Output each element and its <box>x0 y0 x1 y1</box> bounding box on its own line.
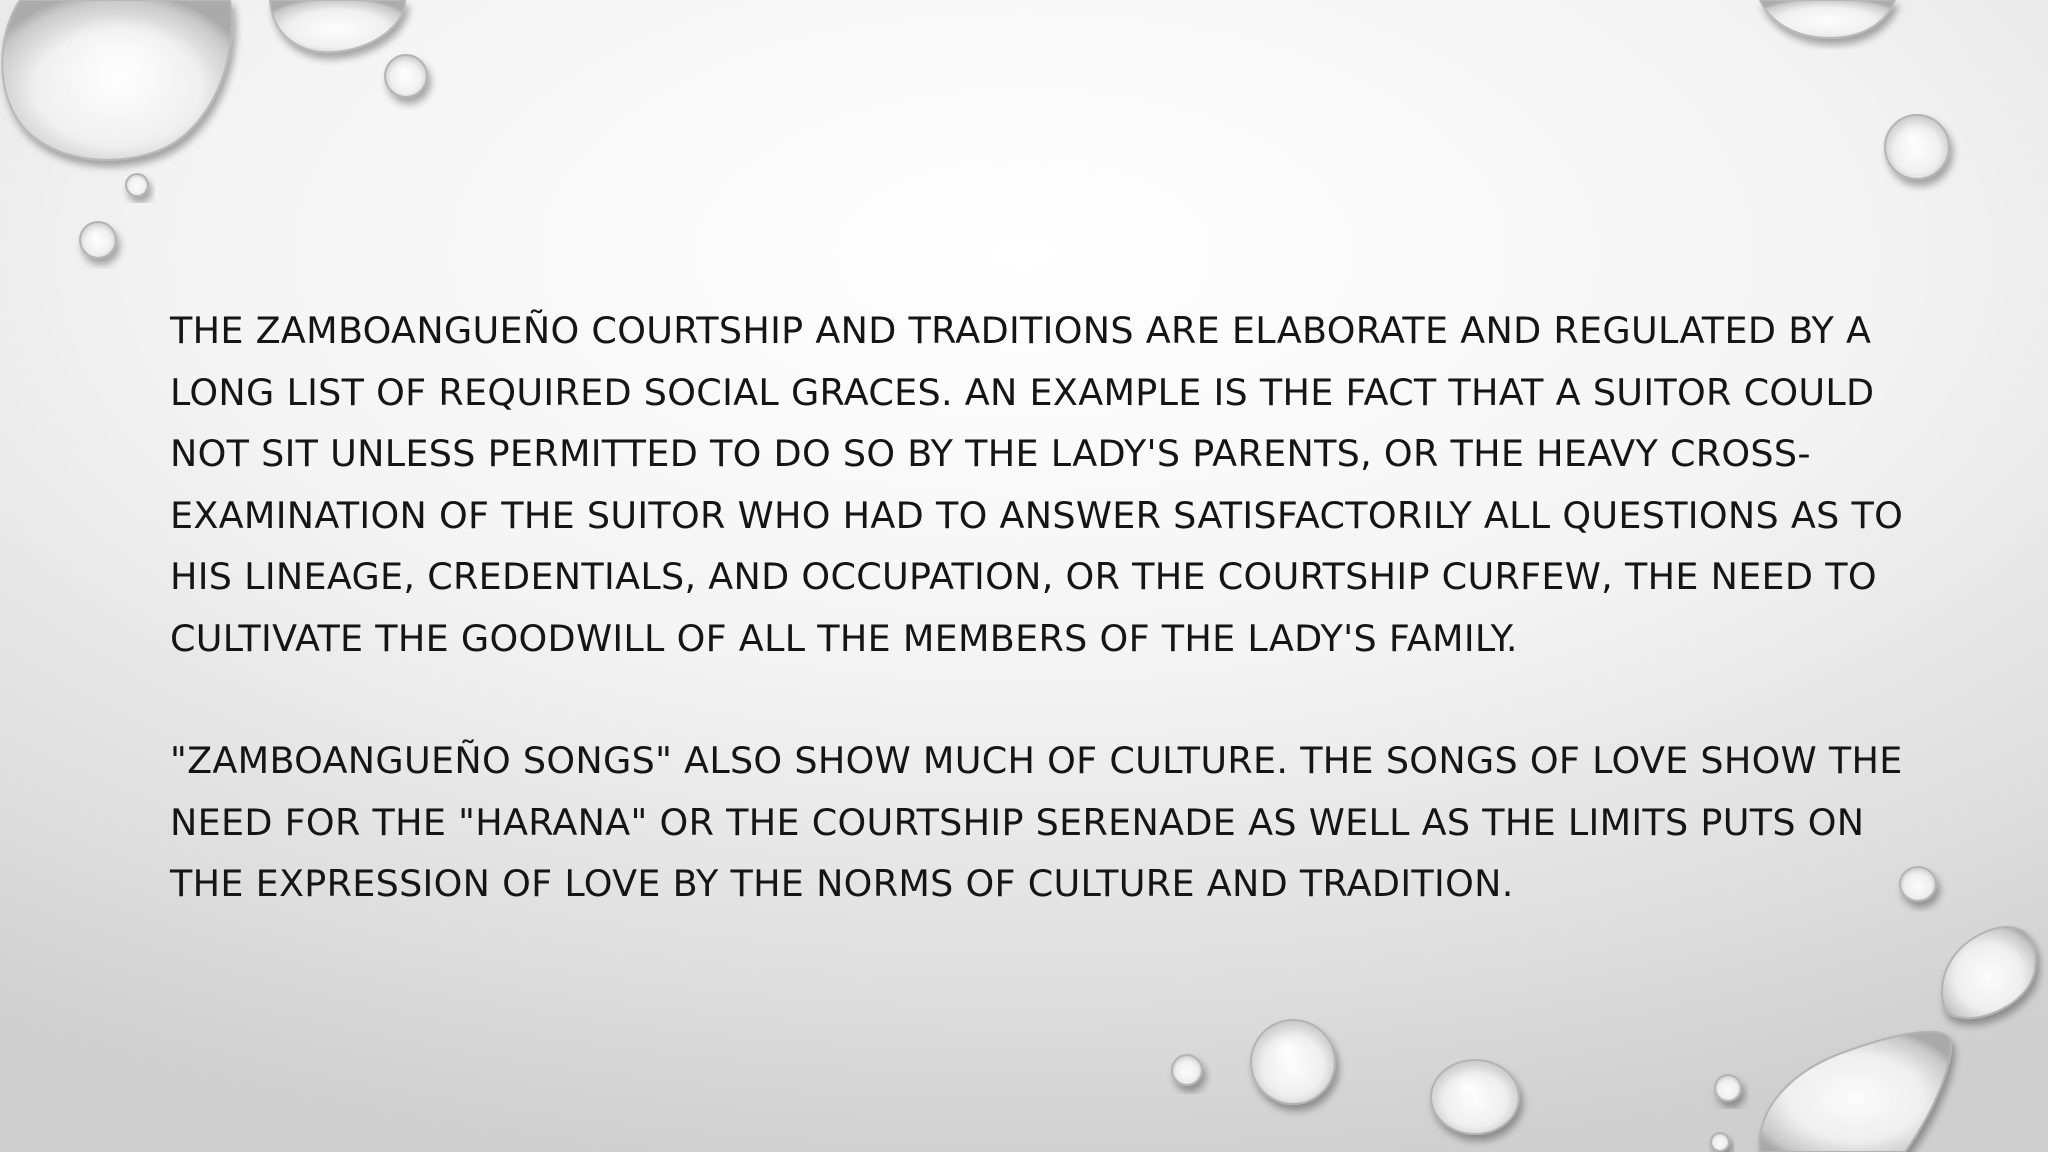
droplet-top-right <box>1760 0 1895 38</box>
slide-body <box>170 300 1910 915</box>
droplet-top-left-large <box>2 0 232 160</box>
paragraph-courtship-traditions: THE ZAMBOANGUEÑO COURTSHIP AND TRADITIONS ARE ELABORATE AND REGULATED BY A LONG LIST OF REQUIRED SOCIAL GRACES. AN EXAMPLE IS THE FACT THAT A SUITOR COULD NOT SIT UNLESS PERMITTED TO DO SO BY THE LADY'S PARENTS, OR THE HEAVY CROSS-EXAMINATION OF THE SUITOR WHO HAD TO ANSWER SATISFACTORILY ALL QUESTIONS AS TO HIS LINEAGE, CREDENTIALS, AND OCCUPATION, OR THE COURTSHIP CURFEW, THE NEED TO CULTIVATE THE GOODWILL OF ALL THE MEMBERS OF THE LADY'S FAMILY. <box>170 309 1904 660</box>
droplet-bottom-center-oval <box>1431 1060 1519 1134</box>
droplet-right-medium <box>1885 115 1949 179</box>
droplet-bottom-right-elongated <box>1942 927 2036 1018</box>
droplet-small-2 <box>126 174 148 196</box>
droplet-bottom-center-small <box>1172 1055 1202 1085</box>
droplet-bottom-center-large <box>1251 1020 1335 1104</box>
droplet-bottom-right-large <box>1760 1032 1951 1152</box>
droplet-small-3 <box>80 222 116 258</box>
droplet-bottom-right-small <box>1715 1075 1741 1101</box>
droplet-top-left-medium <box>270 0 405 52</box>
droplet-bottom-right-tiny <box>1711 1133 1729 1151</box>
paragraph-zamboangueno-songs: "ZAMBOANGUEÑO SONGS" ALSO SHOW MUCH OF CULTURE. THE SONGS OF LOVE SHOW THE NEED FOR THE "HARANA" OR THE COURTSHIP SERENADE AS WELL AS THE LIMITS PUTS ON THE EXPRESSION OF LOVE BY THE NORMS OF CULTURE AND TRADITION. <box>170 739 1903 905</box>
droplet-small-1 <box>385 55 427 97</box>
